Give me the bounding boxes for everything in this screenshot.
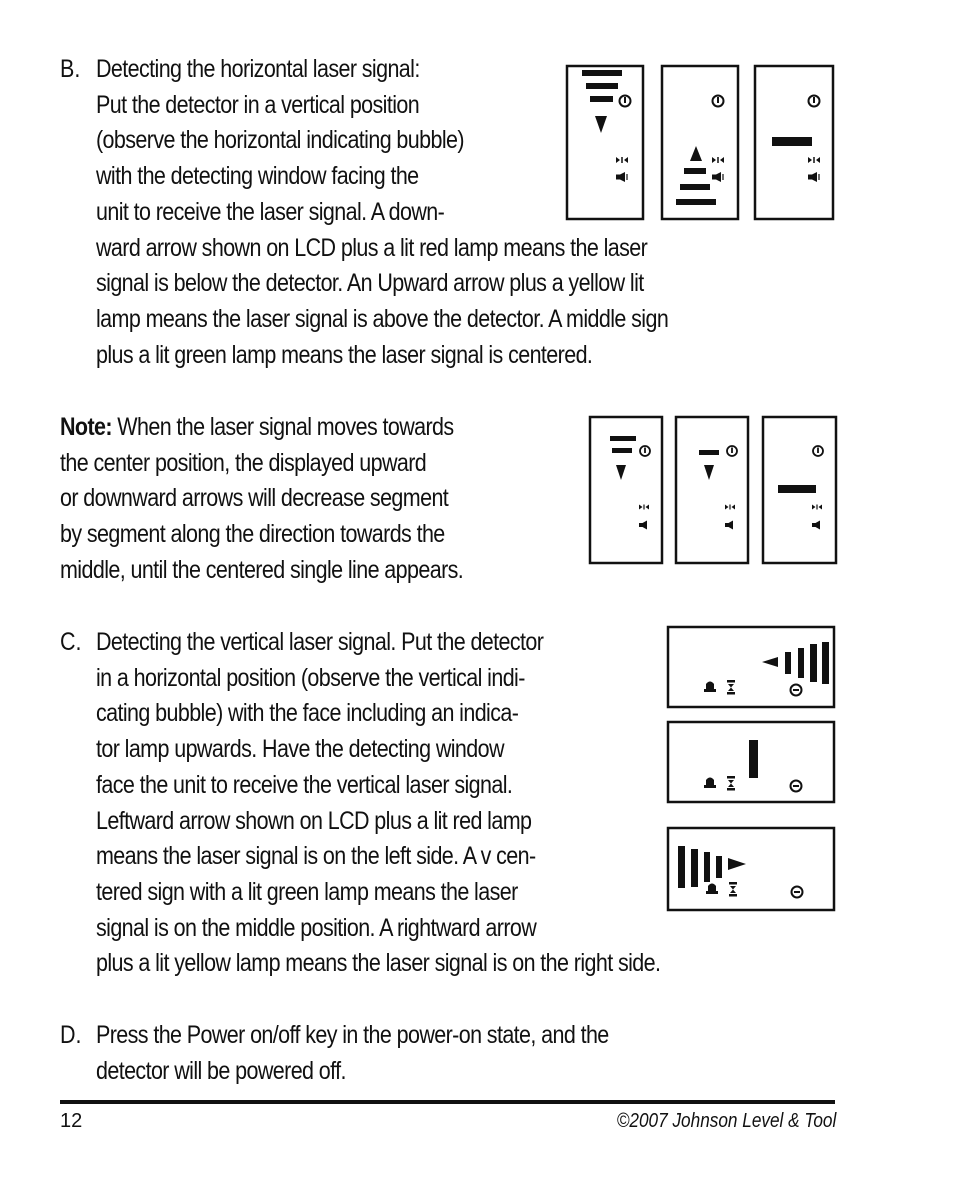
- text-line: or downward arrows will decrease segment: [60, 484, 449, 513]
- text-line: signal is on the middle position. A rightward arrow: [96, 913, 537, 942]
- text-line: detector will be powered off.: [96, 1056, 346, 1085]
- text-line: tor lamp upwards. Have the detecting window: [96, 735, 504, 764]
- text-line: the center position, the displayed upward: [60, 448, 427, 477]
- text-line: Press the Power on/off key in the power-on state, and the: [96, 1021, 609, 1049]
- text-line: face the unit to receive the vertical laser signal.: [96, 770, 513, 799]
- section-d-marker: D.: [60, 1021, 82, 1049]
- text-line: middle, until the centered single line appears.: [60, 555, 464, 584]
- page-number: 12: [60, 1110, 83, 1132]
- text-line: Put the detector in a vertical position: [96, 90, 420, 119]
- note-label: Note:: [60, 413, 112, 441]
- text-line: by segment along the direction towards the: [60, 520, 445, 549]
- lcd-panel-left: [668, 627, 834, 707]
- text-line: Detecting the horizontal laser signal:: [96, 55, 420, 83]
- footer-rule: [60, 1100, 835, 1104]
- section-b-marker: B.: [60, 55, 81, 83]
- text-line: ward arrow shown on LCD plus a lit red lamp means the laser: [96, 233, 648, 262]
- copyright: ©2007 Johnson Level & Tool: [616, 1110, 836, 1132]
- note-first-line-rest: When the laser signal moves towards: [111, 413, 454, 441]
- text-line: tered sign with a lit green lamp means the laser: [96, 877, 518, 906]
- section-d-text: [96, 1018, 609, 1089]
- text-line: plus a lit green lamp means the laser signal is centered.: [96, 340, 593, 369]
- text-line: (observe the horizontal indicating bubble): [96, 126, 464, 155]
- text-line: in a horizontal position (observe the vertical indi-: [96, 663, 525, 692]
- text-line: unit to receive the laser signal. A down-: [96, 197, 445, 226]
- text-line: signal is below the detector. An Upward arrow plus a yellow lit: [96, 269, 644, 298]
- text-line: means the laser signal is on the left side. A v cen-: [96, 842, 536, 871]
- text-line: with the detecting window facing the: [96, 162, 419, 191]
- text-line: Detecting the vertical laser signal. Put the detector: [96, 628, 544, 656]
- text-line: cating bubble) with the face including an indica-: [96, 699, 519, 728]
- text-line: lamp means the laser signal is above the detector. A middle sign: [96, 304, 669, 333]
- section-c-marker: C.: [60, 628, 82, 656]
- text-line: plus a lit yellow lamp means the laser signal is on the right side.: [96, 949, 661, 978]
- text-line: Leftward arrow shown on LCD plus a lit red lamp: [96, 806, 532, 835]
